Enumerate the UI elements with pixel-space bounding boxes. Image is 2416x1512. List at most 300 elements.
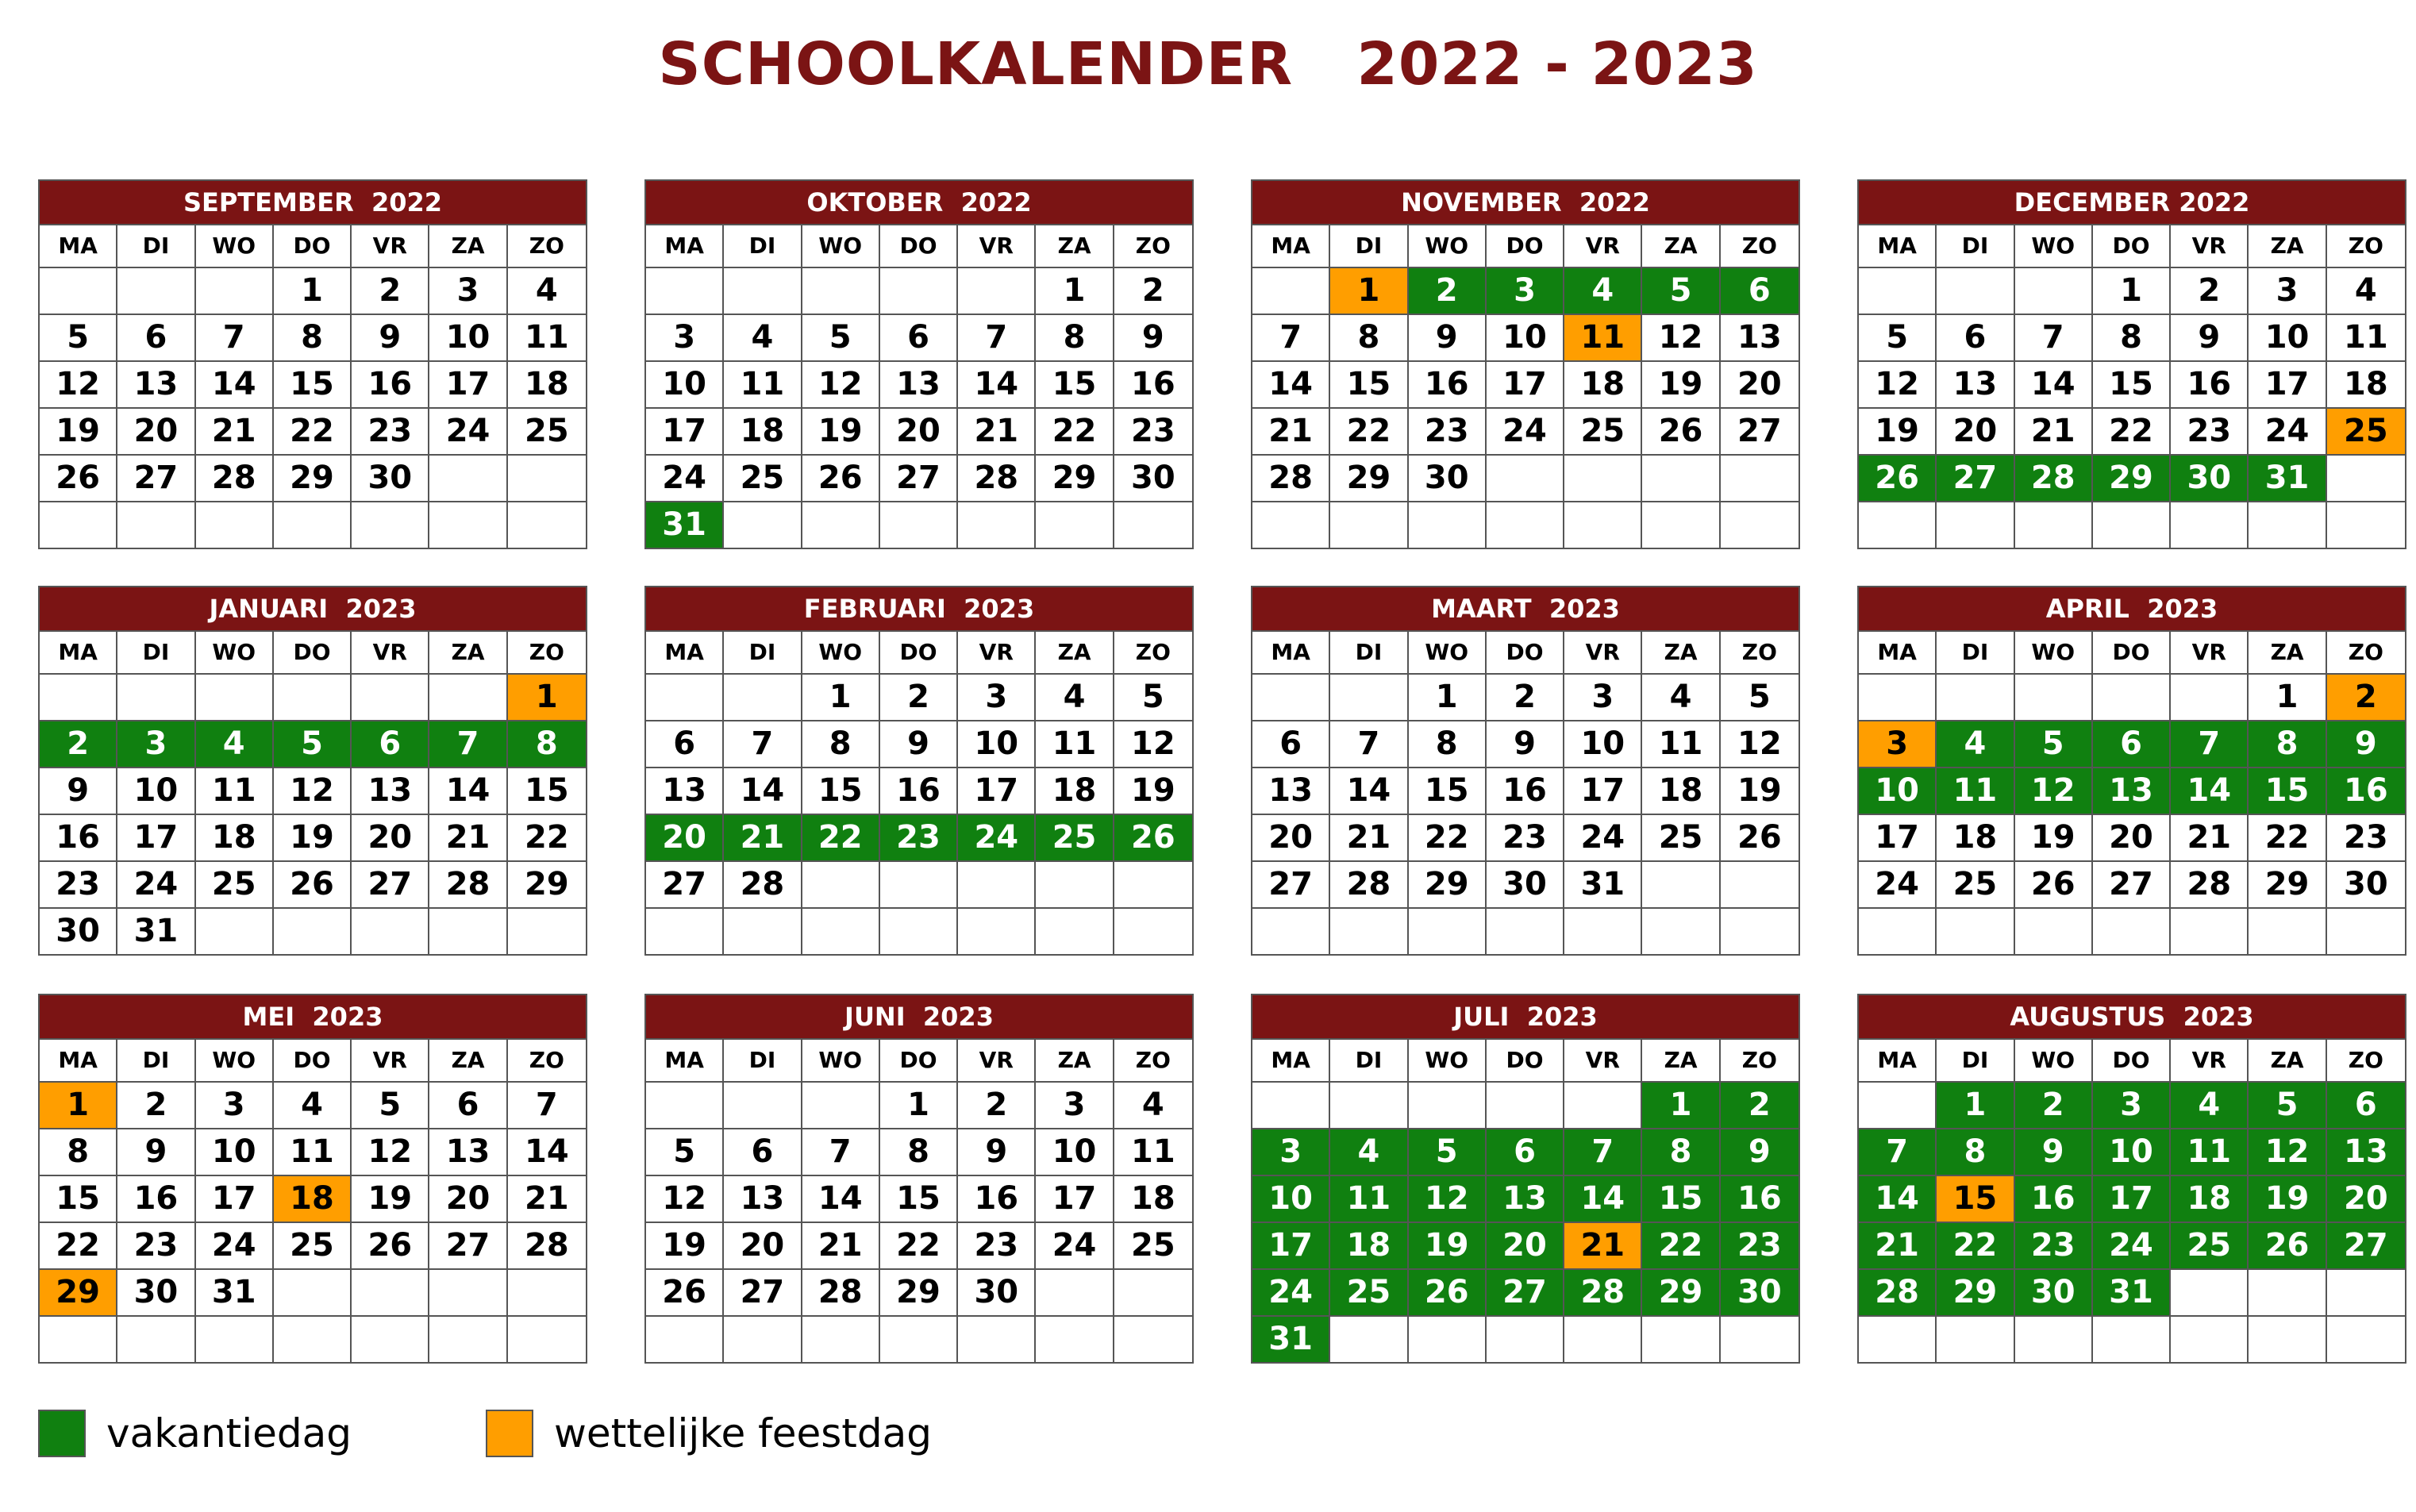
day-cell: 1 (802, 673, 880, 720)
empty-day-cell (646, 673, 724, 720)
day-cell: 7 (1564, 1128, 1642, 1175)
weekday-header: VR (1564, 224, 1642, 267)
empty-day-cell (1564, 1081, 1642, 1128)
day-cell: 14 (724, 767, 802, 814)
empty-day-cell (1036, 860, 1114, 907)
day-cell: 3 (1859, 720, 1937, 767)
empty-day-cell (1114, 860, 1192, 907)
day-cell: 21 (1252, 407, 1330, 454)
weekday-header: WO (1409, 1038, 1487, 1081)
day-cell: 5 (646, 1128, 724, 1175)
empty-day-cell (1642, 907, 1720, 954)
empty-day-cell (2327, 907, 2405, 954)
day-cell: 11 (1564, 314, 1642, 360)
day-cell: 15 (802, 767, 880, 814)
day-cell: 18 (1642, 767, 1720, 814)
empty-day-cell (1642, 860, 1720, 907)
weekday-header: MA (1859, 1038, 1937, 1081)
day-cell: 10 (1036, 1128, 1114, 1175)
day-cell: 23 (1114, 407, 1192, 454)
empty-day-cell (1036, 907, 1114, 954)
empty-day-cell (1330, 907, 1408, 954)
day-cell: 25 (1330, 1268, 1408, 1315)
day-cell: 30 (352, 454, 429, 501)
day-cell: 23 (2015, 1222, 2093, 1268)
weekday-header: WO (1409, 224, 1487, 267)
weekday-header: VR (1564, 630, 1642, 673)
day-cell: 17 (958, 767, 1036, 814)
day-cell: 12 (1642, 314, 1720, 360)
day-cell: 4 (1937, 720, 2014, 767)
empty-day-cell (508, 501, 586, 548)
day-cell: 28 (724, 860, 802, 907)
empty-day-cell (508, 1315, 586, 1362)
page-title: SCHOOLKALENDER 2022 - 2023 (658, 30, 1758, 98)
day-cell: 14 (429, 767, 507, 814)
month-calendar (1251, 179, 1800, 549)
empty-day-cell (1642, 454, 1720, 501)
empty-day-cell (1859, 1315, 1937, 1362)
day-cell: 26 (1409, 1268, 1487, 1315)
weekday-header: DI (724, 224, 802, 267)
day-cell: 8 (1937, 1128, 2014, 1175)
day-cell: 16 (352, 360, 429, 407)
day-cell: 15 (1036, 360, 1114, 407)
month-days-grid (646, 1038, 1192, 1362)
day-cell: 9 (1409, 314, 1487, 360)
weekday-header: ZO (2327, 1038, 2405, 1081)
empty-day-cell (2015, 1315, 2093, 1362)
day-cell: 4 (1330, 1128, 1408, 1175)
day-cell: 28 (429, 860, 507, 907)
weekday-header: DI (724, 630, 802, 673)
empty-day-cell (2327, 501, 2405, 548)
weekday-header: VR (958, 1038, 1036, 1081)
day-cell: 3 (646, 314, 724, 360)
day-cell: 18 (2327, 360, 2405, 407)
day-cell: 17 (1859, 814, 1937, 860)
day-cell: 28 (802, 1268, 880, 1315)
weekday-header: ZA (2249, 1038, 2326, 1081)
day-cell: 13 (646, 767, 724, 814)
day-cell: 10 (958, 720, 1036, 767)
empty-day-cell (880, 267, 958, 314)
month-days-grid (1859, 630, 2405, 954)
day-cell: 14 (196, 360, 274, 407)
weekday-header: ZO (1721, 1038, 1799, 1081)
day-cell: 29 (508, 860, 586, 907)
weekday-header: MA (646, 630, 724, 673)
empty-day-cell (1487, 501, 1564, 548)
day-cell: 17 (1564, 767, 1642, 814)
empty-day-cell (1487, 454, 1564, 501)
day-cell: 7 (2015, 314, 2093, 360)
day-cell: 10 (196, 1128, 274, 1175)
weekday-header: ZO (1721, 224, 1799, 267)
empty-day-cell (196, 907, 274, 954)
empty-day-cell (724, 501, 802, 548)
day-cell: 4 (1642, 673, 1720, 720)
month-title: NOVEMBER 2022 (1252, 181, 1799, 224)
empty-day-cell (1409, 1315, 1487, 1362)
day-cell: 30 (117, 1268, 195, 1315)
day-cell: 22 (40, 1222, 117, 1268)
month-title: FEBRUARI 2023 (646, 587, 1192, 630)
day-cell: 25 (724, 454, 802, 501)
day-cell: 1 (1409, 673, 1487, 720)
day-cell: 8 (1409, 720, 1487, 767)
empty-day-cell (429, 1268, 507, 1315)
weekday-header: VR (958, 224, 1036, 267)
day-cell: 14 (958, 360, 1036, 407)
day-cell: 20 (646, 814, 724, 860)
day-cell: 7 (802, 1128, 880, 1175)
day-cell: 28 (1564, 1268, 1642, 1315)
day-cell: 21 (1330, 814, 1408, 860)
day-cell: 21 (429, 814, 507, 860)
month-days-grid (646, 224, 1192, 548)
day-cell: 18 (274, 1175, 352, 1222)
day-cell: 13 (724, 1175, 802, 1222)
day-cell: 12 (1721, 720, 1799, 767)
day-cell: 17 (1252, 1222, 1330, 1268)
weekday-header: DO (2093, 224, 2171, 267)
weekday-header: MA (1859, 224, 1937, 267)
weekday-header: ZO (1721, 630, 1799, 673)
empty-day-cell (429, 454, 507, 501)
day-cell: 2 (2327, 673, 2405, 720)
day-cell: 12 (802, 360, 880, 407)
day-cell: 3 (196, 1081, 274, 1128)
day-cell: 14 (1252, 360, 1330, 407)
month-calendar (1251, 994, 1800, 1364)
empty-day-cell (958, 501, 1036, 548)
day-cell: 7 (1252, 314, 1330, 360)
day-cell: 6 (880, 314, 958, 360)
day-cell: 1 (1937, 1081, 2014, 1128)
month-title: JULI 2023 (1252, 995, 1799, 1038)
month-days-grid (1252, 1038, 1799, 1362)
day-cell: 22 (508, 814, 586, 860)
weekday-header: WO (802, 1038, 880, 1081)
empty-day-cell (1036, 501, 1114, 548)
empty-day-cell (274, 673, 352, 720)
day-cell: 27 (880, 454, 958, 501)
day-cell: 21 (958, 407, 1036, 454)
day-cell: 26 (1114, 814, 1192, 860)
day-cell: 12 (1859, 360, 1937, 407)
day-cell: 3 (1564, 673, 1642, 720)
day-cell: 23 (40, 860, 117, 907)
empty-day-cell (1487, 1081, 1564, 1128)
day-cell: 19 (40, 407, 117, 454)
day-cell: 30 (2171, 454, 2249, 501)
empty-day-cell (1859, 1081, 1937, 1128)
day-cell: 14 (1330, 767, 1408, 814)
day-cell: 30 (40, 907, 117, 954)
day-cell: 20 (429, 1175, 507, 1222)
weekday-header: ZO (2327, 224, 2405, 267)
empty-day-cell (724, 267, 802, 314)
day-cell: 6 (646, 720, 724, 767)
empty-day-cell (274, 907, 352, 954)
empty-day-cell (2093, 1315, 2171, 1362)
empty-day-cell (1036, 1268, 1114, 1315)
month-calendar (644, 179, 1194, 549)
weekday-header: DI (117, 224, 195, 267)
empty-day-cell (2093, 907, 2171, 954)
day-cell: 28 (958, 454, 1036, 501)
empty-day-cell (1114, 1315, 1192, 1362)
empty-day-cell (40, 501, 117, 548)
empty-day-cell (508, 907, 586, 954)
day-cell: 30 (958, 1268, 1036, 1315)
day-cell: 7 (1859, 1128, 1937, 1175)
weekday-header: WO (802, 224, 880, 267)
month-days-grid (40, 630, 586, 954)
day-cell: 16 (1721, 1175, 1799, 1222)
weekday-header: MA (1252, 630, 1330, 673)
day-cell: 27 (724, 1268, 802, 1315)
empty-day-cell (2327, 1268, 2405, 1315)
weekday-header: ZO (508, 630, 586, 673)
empty-day-cell (2249, 907, 2326, 954)
day-cell: 11 (2171, 1128, 2249, 1175)
day-cell: 28 (196, 454, 274, 501)
day-cell: 20 (724, 1222, 802, 1268)
day-cell: 17 (1036, 1175, 1114, 1222)
day-cell: 29 (2249, 860, 2326, 907)
weekday-header: VR (1564, 1038, 1642, 1081)
day-cell: 30 (1114, 454, 1192, 501)
day-cell: 6 (724, 1128, 802, 1175)
day-cell: 5 (1114, 673, 1192, 720)
empty-day-cell (196, 501, 274, 548)
day-cell: 31 (1252, 1315, 1330, 1362)
day-cell: 25 (196, 860, 274, 907)
day-cell: 15 (274, 360, 352, 407)
day-cell: 1 (880, 1081, 958, 1128)
weekday-header: WO (2015, 1038, 2093, 1081)
day-cell: 18 (1114, 1175, 1192, 1222)
empty-day-cell (802, 1081, 880, 1128)
day-cell: 25 (1642, 814, 1720, 860)
month-calendar (644, 994, 1194, 1364)
empty-day-cell (880, 1315, 958, 1362)
day-cell: 20 (2093, 814, 2171, 860)
weekday-header: MA (1859, 630, 1937, 673)
day-cell: 5 (1721, 673, 1799, 720)
day-cell: 4 (1114, 1081, 1192, 1128)
day-cell: 15 (1642, 1175, 1720, 1222)
weekday-header: ZA (429, 630, 507, 673)
day-cell: 9 (2327, 720, 2405, 767)
day-cell: 25 (1564, 407, 1642, 454)
empty-day-cell (274, 1268, 352, 1315)
day-cell: 27 (117, 454, 195, 501)
day-cell: 21 (508, 1175, 586, 1222)
day-cell: 21 (1859, 1222, 1937, 1268)
day-cell: 8 (802, 720, 880, 767)
empty-day-cell (1114, 907, 1192, 954)
day-cell: 1 (274, 267, 352, 314)
day-cell: 21 (1564, 1222, 1642, 1268)
day-cell: 2 (117, 1081, 195, 1128)
day-cell: 11 (1642, 720, 1720, 767)
day-cell: 27 (352, 860, 429, 907)
day-cell: 24 (1564, 814, 1642, 860)
day-cell: 8 (1330, 314, 1408, 360)
weekday-header: DI (1937, 224, 2014, 267)
day-cell: 1 (1642, 1081, 1720, 1128)
day-cell: 16 (958, 1175, 1036, 1222)
day-cell: 22 (1642, 1222, 1720, 1268)
day-cell: 23 (958, 1222, 1036, 1268)
day-cell: 11 (196, 767, 274, 814)
day-cell: 19 (274, 814, 352, 860)
day-cell: 15 (508, 767, 586, 814)
day-cell: 27 (429, 1222, 507, 1268)
day-cell: 31 (646, 501, 724, 548)
day-cell: 16 (2015, 1175, 2093, 1222)
day-cell: 15 (40, 1175, 117, 1222)
day-cell: 26 (2249, 1222, 2326, 1268)
day-cell: 10 (2093, 1128, 2171, 1175)
day-cell: 23 (880, 814, 958, 860)
day-cell: 27 (1937, 454, 2014, 501)
month-title: AUGUSTUS 2023 (1859, 995, 2405, 1038)
day-cell: 26 (802, 454, 880, 501)
empty-day-cell (1252, 501, 1330, 548)
day-cell: 6 (1937, 314, 2014, 360)
day-cell: 4 (1036, 673, 1114, 720)
day-cell: 1 (1330, 267, 1408, 314)
weekday-header: DI (1937, 1038, 2014, 1081)
day-cell: 31 (2093, 1268, 2171, 1315)
day-cell: 28 (2015, 454, 2093, 501)
day-cell: 15 (2249, 767, 2326, 814)
weekday-header: ZA (2249, 224, 2326, 267)
day-cell: 15 (2093, 360, 2171, 407)
day-cell: 24 (958, 814, 1036, 860)
empty-day-cell (2171, 1268, 2249, 1315)
weekday-header: VR (958, 630, 1036, 673)
weekday-header: MA (646, 1038, 724, 1081)
month-title: APRIL 2023 (1859, 587, 2405, 630)
day-cell: 22 (1409, 814, 1487, 860)
day-cell: 15 (1330, 360, 1408, 407)
day-cell: 27 (1252, 860, 1330, 907)
day-cell: 16 (880, 767, 958, 814)
day-cell: 20 (880, 407, 958, 454)
day-cell: 12 (2015, 767, 2093, 814)
empty-day-cell (2249, 1268, 2326, 1315)
day-cell: 8 (274, 314, 352, 360)
empty-day-cell (2249, 501, 2326, 548)
weekday-header: DI (1330, 1038, 1408, 1081)
empty-day-cell (1937, 1315, 2014, 1362)
day-cell: 10 (1487, 314, 1564, 360)
day-cell: 10 (1252, 1175, 1330, 1222)
day-cell: 9 (1114, 314, 1192, 360)
empty-day-cell (117, 1315, 195, 1362)
weekday-header: VR (352, 224, 429, 267)
empty-day-cell (1487, 907, 1564, 954)
empty-day-cell (196, 1315, 274, 1362)
weekday-header: MA (40, 630, 117, 673)
weekday-header: MA (40, 224, 117, 267)
day-cell: 9 (1487, 720, 1564, 767)
empty-day-cell (1252, 673, 1330, 720)
empty-day-cell (724, 1315, 802, 1362)
weekday-header: ZO (1114, 630, 1192, 673)
day-cell: 4 (2327, 267, 2405, 314)
day-cell: 14 (2015, 360, 2093, 407)
day-cell: 11 (724, 360, 802, 407)
weekday-header: WO (196, 1038, 274, 1081)
day-cell: 22 (1330, 407, 1408, 454)
empty-day-cell (1721, 860, 1799, 907)
day-cell: 11 (1114, 1128, 1192, 1175)
day-cell: 13 (352, 767, 429, 814)
day-cell: 11 (1330, 1175, 1408, 1222)
day-cell: 7 (2171, 720, 2249, 767)
day-cell: 3 (1036, 1081, 1114, 1128)
empty-day-cell (429, 907, 507, 954)
day-cell: 13 (117, 360, 195, 407)
empty-day-cell (1937, 267, 2014, 314)
day-cell: 7 (508, 1081, 586, 1128)
empty-day-cell (1252, 1081, 1330, 1128)
day-cell: 14 (2171, 767, 2249, 814)
day-cell: 26 (274, 860, 352, 907)
day-cell: 6 (1252, 720, 1330, 767)
empty-day-cell (196, 673, 274, 720)
day-cell: 29 (1036, 454, 1114, 501)
day-cell: 11 (2327, 314, 2405, 360)
empty-day-cell (1564, 454, 1642, 501)
empty-day-cell (1330, 501, 1408, 548)
day-cell: 24 (1036, 1222, 1114, 1268)
day-cell: 22 (880, 1222, 958, 1268)
weekday-header: VR (352, 630, 429, 673)
empty-day-cell (1937, 907, 2014, 954)
weekday-header: ZO (508, 1038, 586, 1081)
day-cell: 25 (1114, 1222, 1192, 1268)
weekday-header: MA (40, 1038, 117, 1081)
day-cell: 16 (1409, 360, 1487, 407)
weekday-header: DI (117, 630, 195, 673)
day-cell: 25 (508, 407, 586, 454)
empty-day-cell (2015, 267, 2093, 314)
empty-day-cell (429, 1315, 507, 1362)
empty-day-cell (274, 501, 352, 548)
day-cell: 9 (40, 767, 117, 814)
weekday-header: MA (1252, 224, 1330, 267)
empty-day-cell (880, 860, 958, 907)
day-cell: 31 (196, 1268, 274, 1315)
day-cell: 5 (2015, 720, 2093, 767)
weekday-header: DO (2093, 1038, 2171, 1081)
day-cell: 31 (1564, 860, 1642, 907)
empty-day-cell (1330, 673, 1408, 720)
day-cell: 5 (1859, 314, 1937, 360)
day-cell: 26 (1642, 407, 1720, 454)
day-cell: 14 (1859, 1175, 1937, 1222)
day-cell: 19 (646, 1222, 724, 1268)
day-cell: 15 (1409, 767, 1487, 814)
day-cell: 1 (2093, 267, 2171, 314)
